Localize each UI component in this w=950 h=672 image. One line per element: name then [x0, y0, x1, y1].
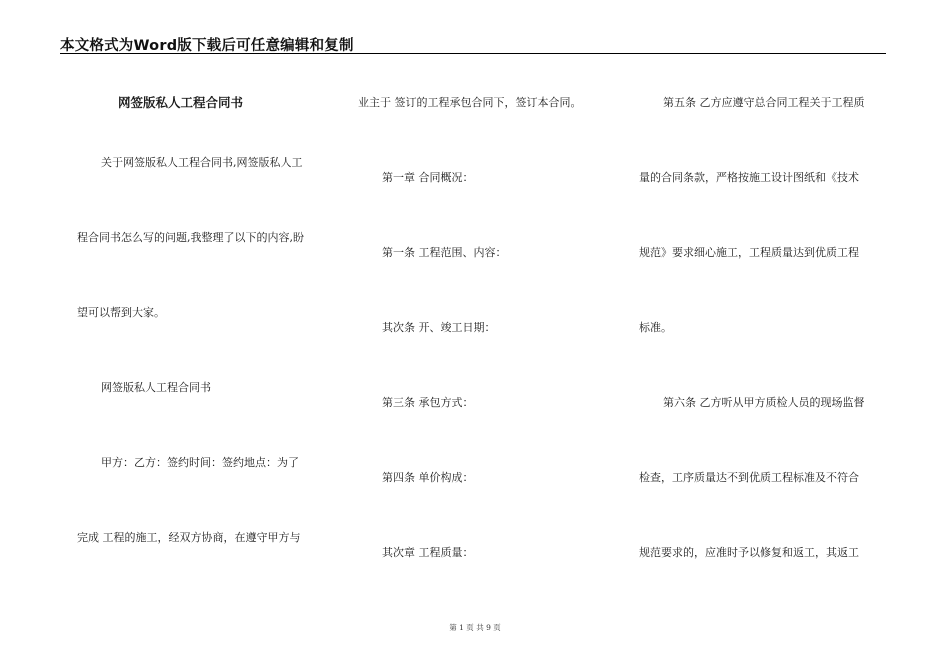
paragraph-line: 标准。	[639, 321, 672, 334]
page-number-footer: 第 1 页 共 9 页	[449, 623, 501, 632]
paragraph-line: 量的合同条款，严格按施工设计图纸和《技术	[639, 171, 859, 184]
section-heading: 第三条 承包方式：	[382, 396, 474, 409]
paragraph-line: 网签版私人工程合同书	[101, 381, 211, 394]
banner-divider	[60, 53, 886, 54]
paragraph-line: 第五条 乙方应遵守总合同工程关于工程质	[663, 96, 865, 109]
section-heading: 第四条 单价构成：	[382, 471, 474, 484]
document-banner: 本文格式为Word版下载后可任意编辑和复制	[60, 38, 354, 54]
paragraph-line: 程合同书怎么写的问题,我整理了以下的内容,盼	[77, 231, 304, 244]
section-heading: 其次条 开、竣工日期：	[382, 321, 496, 334]
paragraph-line: 规范要求的，应准时予以修复和返工，其返工	[639, 546, 859, 559]
paragraph-line: 完成 工程的施工，经双方协商，在遵守甲方与	[77, 531, 301, 544]
section-heading: 第一条 工程范围、内容：	[382, 246, 507, 259]
paragraph-line: 检查，工序质量达不到优质工程标准及不符合	[639, 471, 859, 484]
paragraph-line: 规范》要求细心施工，工程质量达到优质工程	[639, 246, 859, 259]
paragraph-line: 甲方：乙方：签约时间：签约地点：为了	[101, 456, 299, 469]
document-title: 网签版私人工程合同书	[118, 95, 244, 110]
section-heading: 第一章 合同概况：	[382, 171, 474, 184]
paragraph-line: 望可以帮到大家。	[77, 306, 165, 319]
paragraph-line: 业主于 签订的工程承包合同下，签订本合同。	[358, 96, 582, 109]
paragraph-line: 关于网签版私人工程合同书,网签版私人工	[101, 156, 303, 169]
paragraph-line: 第六条 乙方听从甲方质检人员的现场监督	[663, 396, 865, 409]
section-heading: 其次章 工程质量：	[382, 546, 474, 559]
